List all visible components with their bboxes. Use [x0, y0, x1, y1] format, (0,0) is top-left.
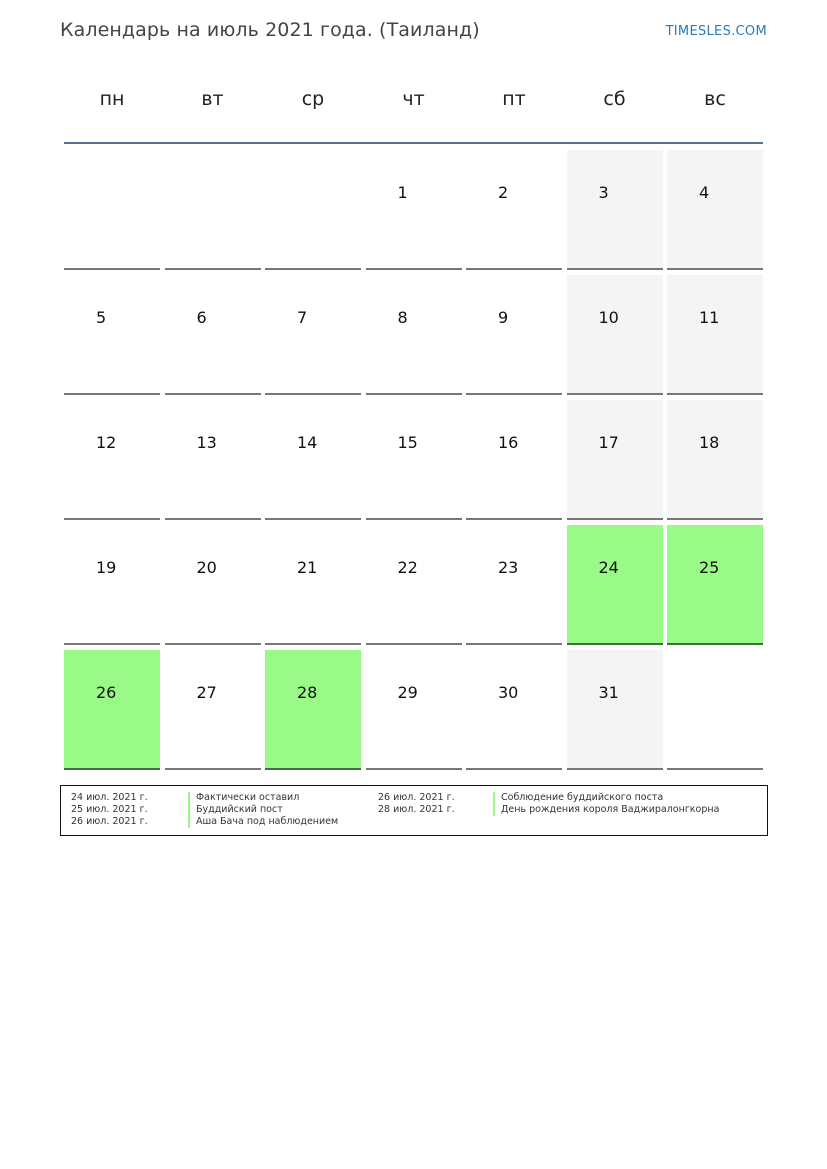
- day-cell[interactable]: [667, 400, 763, 520]
- day-number: 10: [598, 308, 619, 327]
- day-cell[interactable]: [64, 275, 160, 395]
- day-number: 6: [196, 308, 207, 327]
- legend-holiday-name: Соблюдение буддийского поста: [501, 792, 664, 803]
- legend-holiday-name: День рождения короля Ваджиралонгкорна: [501, 804, 720, 815]
- day-number: 7: [297, 308, 308, 327]
- day-cell[interactable]: [165, 650, 261, 770]
- legend-date: 26 июл. 2021 г.: [378, 792, 455, 803]
- day-cell[interactable]: [466, 525, 562, 645]
- day-cell[interactable]: [265, 650, 361, 770]
- day-number: 28: [297, 683, 318, 702]
- weekday-label: пн: [99, 88, 125, 110]
- legend-color-marker: [188, 792, 190, 804]
- left-legend-item: [71, 816, 391, 828]
- weekday-label: вт: [201, 88, 224, 110]
- right-legend-item: [378, 804, 720, 816]
- day-cell[interactable]: [567, 650, 663, 770]
- day-cell[interactable]: [64, 525, 160, 645]
- weekday-label: пт: [502, 88, 526, 110]
- weekday-label: вс: [704, 88, 726, 110]
- day-number: 8: [397, 308, 408, 327]
- day-number: 18: [699, 433, 720, 452]
- day-number: 4: [699, 183, 710, 202]
- day-cell[interactable]: [567, 400, 663, 520]
- day-cell[interactable]: [667, 275, 763, 395]
- legend-date: 24 июл. 2021 г.: [71, 792, 148, 803]
- left-legend-item: [71, 792, 391, 804]
- weekday-label: ср: [301, 88, 325, 110]
- right-legend-item: [378, 792, 698, 804]
- calendar-grid: [64, 150, 764, 770]
- day-cell[interactable]: [366, 650, 462, 770]
- legend-holiday-name: Фактически оставил: [196, 792, 300, 803]
- day-number: 13: [196, 433, 217, 452]
- empty-day-cell: [165, 150, 261, 270]
- day-cell[interactable]: [265, 525, 361, 645]
- day-number: 25: [699, 558, 720, 577]
- legend-color-marker: [493, 804, 495, 816]
- day-number: 16: [498, 433, 519, 452]
- day-cell[interactable]: [265, 400, 361, 520]
- day-cell[interactable]: [466, 400, 562, 520]
- day-number: 5: [96, 308, 107, 327]
- day-cell[interactable]: [466, 275, 562, 395]
- day-number: 31: [598, 683, 619, 702]
- day-number: 26: [96, 683, 117, 702]
- legend-date: 26 июл. 2021 г.: [71, 816, 148, 827]
- day-cell[interactable]: [567, 525, 663, 645]
- day-number: 15: [397, 433, 418, 452]
- day-number: 19: [96, 558, 117, 577]
- legend-date: 25 июл. 2021 г.: [71, 804, 148, 815]
- legend-color-marker: [188, 804, 190, 816]
- day-cell[interactable]: [366, 150, 462, 270]
- day-cell[interactable]: [64, 650, 160, 770]
- day-number: 20: [196, 558, 217, 577]
- page-title: Календарь на июль 2021 года. (Таиланд): [60, 19, 480, 41]
- day-number: 29: [397, 683, 418, 702]
- empty-day-cell: [667, 650, 763, 770]
- day-number: 21: [297, 558, 318, 577]
- weekday-label: сб: [603, 88, 626, 110]
- day-cell[interactable]: [265, 275, 361, 395]
- day-cell[interactable]: [64, 400, 160, 520]
- weekday-label: чт: [402, 88, 425, 110]
- day-cell[interactable]: [567, 150, 663, 270]
- day-cell[interactable]: [466, 650, 562, 770]
- legend-color-marker: [188, 816, 190, 828]
- day-cell[interactable]: [165, 400, 261, 520]
- day-cell[interactable]: [366, 275, 462, 395]
- day-number: 24: [598, 558, 619, 577]
- day-number: 27: [196, 683, 217, 702]
- day-cell[interactable]: [366, 525, 462, 645]
- day-cell[interactable]: [366, 400, 462, 520]
- day-cell[interactable]: [466, 150, 562, 270]
- day-number: 2: [498, 183, 509, 202]
- day-cell[interactable]: [165, 525, 261, 645]
- weekday-header: [64, 88, 764, 128]
- empty-day-cell: [265, 150, 361, 270]
- day-number: 1: [397, 183, 408, 202]
- day-number: 17: [598, 433, 619, 452]
- legend-color-marker: [493, 792, 495, 804]
- day-number: 22: [397, 558, 418, 577]
- day-number: 9: [498, 308, 509, 327]
- legend-date: 28 июл. 2021 г.: [378, 804, 455, 815]
- day-cell[interactable]: [165, 275, 261, 395]
- holiday-legend: [60, 785, 768, 836]
- day-number: 23: [498, 558, 519, 577]
- header-rule: [64, 142, 763, 144]
- day-number: 3: [598, 183, 609, 202]
- day-cell[interactable]: [667, 150, 763, 270]
- brand-link[interactable]: TIMESLES.COM: [665, 24, 767, 39]
- left-legend-item: [71, 804, 391, 816]
- legend-holiday-name: Буддийский пост: [196, 804, 283, 815]
- empty-day-cell: [64, 150, 160, 270]
- day-number: 11: [699, 308, 720, 327]
- legend-holiday-name: Аша Бача под наблюдением: [196, 816, 339, 827]
- day-number: 14: [297, 433, 318, 452]
- day-number: 12: [96, 433, 117, 452]
- day-cell[interactable]: [567, 275, 663, 395]
- day-cell[interactable]: [667, 525, 763, 645]
- day-number: 30: [498, 683, 519, 702]
